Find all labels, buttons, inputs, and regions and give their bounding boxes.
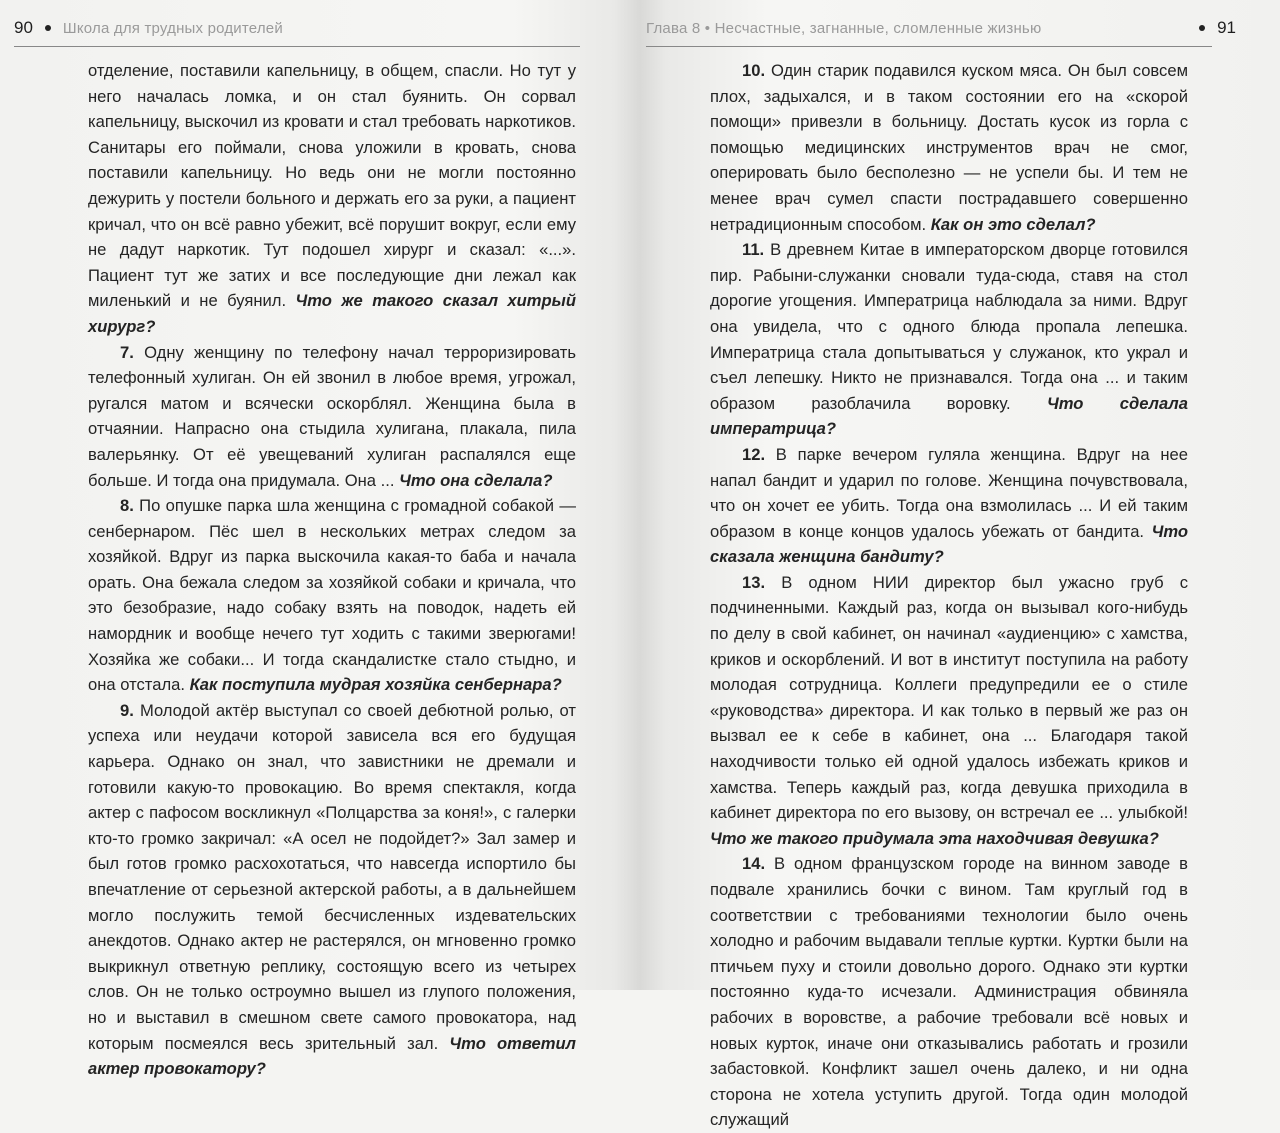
left-running-head: Школа для трудных родителей [62, 19, 283, 37]
paragraph-text: В одном французском городе на винном заводе в подвале хранились бочки с вином. Там круглый год в соответствии с требованиями технологии было очень холодно и рабочим выдавали теплые куртки. Куртки были на птичьем пуху и стоили довольно дорого. Однако эти куртки постоянно куда-то исчезали. Администрация обвиняла рабочих в воровстве, а рабочие требовали всё новых и новых курток, иначе они отказывались работать и грозили забастовкой. Конфликт зашел очень далеко, и ни одна сторона не хотела уступить другой. Тогда один молодой служащий [710, 854, 1188, 1130]
bullet-icon [45, 25, 51, 31]
right-page [640, 0, 1280, 1130]
paragraph-number: 11. [742, 240, 765, 260]
paragraph-continued [88, 58, 576, 340]
paragraph-number: 9. [120, 700, 134, 720]
paragraph-text: В древнем Китае в императорском дворце готовился пир. Рабыни-служанки сновали туда-сюда, ставя на стол дорогие угощения. Императрица наблюдала за ними. Вдруг она увидела, что с одного блюда пропала лепешка. Императрица стала допытываться у служанок, кто украл и съел лепешку. Никто не признавался. Тогда она ... и таким образом разоблачила воровку. [710, 240, 1188, 413]
paragraph-text: В одном НИИ директор был ужасно груб с подчиненными. Каждый раз, когда он вызывал кого-нибудь по делу в свой кабинет, он начинал «аудиенцию» с хамства, криков и оскорблений. И вот в институт поступила на работу молодая сотрудница. Коллеги предупредили ее о стиле «руководства» директора. И как только в первый же раз он вызвал ее к себе в кабинет, она ... Благодаря такой находчивости только ей одной удалось избежать криков и хамства. Теперь каждый раз, когда девушка приходила в кабинет директора по его вызову, он встречал ее ... улыбкой! [710, 572, 1188, 823]
paragraph-text: Один старик подавился куском мяса. Он был совсем плох, задыхался, и в таком состоянии его на «скорой помощи» привезли в больницу. Достать кусок из горла с помощью медицинских инструментов врач не смог, оперировать было бесполезно — не успели бы. И тем не менее врач сумел спасти пострадавшего совершенно нетрадиционным способом. [710, 61, 1188, 234]
paragraph-text: Одну женщину по телефону начал терроризировать телефонный хулиган. Он ей звонил в любое время, угрожал, ругался матом и всячески оскорблял. Женщина была в отчаянии. Напрасно она стыдила хулигана, плакала, пила валерьянку. От её увещеваний хулиган распалялся еще больше. И тогда она придумала. Она ... [88, 342, 576, 490]
paragraph-8 [88, 493, 576, 698]
bullet-icon [1199, 25, 1205, 31]
paragraph-question: Что сделала императрица? [710, 393, 1188, 439]
paragraph-9 [88, 698, 576, 1082]
paragraph-question: Что сказала женщина бандиту? [710, 521, 1188, 567]
paragraph-12 [710, 442, 1188, 570]
left-page-body [88, 58, 576, 1082]
left-header-rule [14, 46, 580, 47]
paragraph-number: 12. [742, 444, 766, 464]
right-page-body [710, 58, 1188, 1133]
paragraph-number: 8. [120, 496, 134, 516]
right-running-head: Глава 8 • Несчастные, загнанные, сломленные жизнью [646, 19, 1042, 37]
left-page-header [14, 8, 594, 48]
paragraph-number: 7. [120, 342, 134, 362]
paragraph-question: Что ответил актер провокатору? [88, 1033, 576, 1079]
right-page-header [646, 8, 1236, 48]
paragraph-7 [88, 340, 576, 494]
right-page-number: 91 [1217, 18, 1236, 37]
paragraph-text: Молодой актёр выступал со своей дебютной ролью, от успеха или неудачи которой зависела вся его будущая карьера. Однако он знал, что завистники не дремали и готовили какую-то провокацию. Во время спектакля, когда актер с пафосом воскликнул «Полцарства за коня!», с галерки кто-то громко закричал: «А осел не подойдет?» Зал замер и был готов громко расхохотаться, что навсегда испортило бы впечатление от серьезной актерской работы, а в дальнейшем могло послужить темой бесчисленных издевательских анекдотов. Однако актер не растерялся, он мгновенно громко выкрикнул ответную реплику, состоящую всего из четырех слов. Он не только остроумно вышел из глупого положения, но и выставил в смешном свете самого провокатора, над которым посмеялся весь зрительный зал. [88, 700, 576, 1053]
paragraph-11 [710, 237, 1188, 442]
left-page [0, 0, 640, 1079]
paragraph-14 [710, 851, 1188, 1133]
paragraph-text: В парке вечером гуляла женщина. Вдруг на нее напал бандит и ударил по голове. Женщина почувствовала, что он хочет ее убить. Тогда она взмолилась ... И ей таким образом в конце концов удалось убежать от бандита. [710, 444, 1188, 541]
paragraph-question: Как он это сделал? [930, 214, 1096, 234]
paragraph-question: Как поступила мудрая хозяйка сенбернара? [189, 675, 562, 695]
paragraph-number: 14. [742, 854, 766, 874]
paragraph-question: Что она сделала? [399, 470, 553, 490]
paragraph-number: 13. [742, 572, 766, 592]
paragraph-10 [710, 58, 1188, 237]
left-page-number: 90 [14, 18, 33, 37]
right-header-rule [646, 46, 1212, 47]
paragraph-13 [710, 570, 1188, 852]
paragraph-text: отделение, поставили капельницу, в общем, спасли. Но тут у него началась ломка, и он стал буянить. Он сорвал капельницу, выскочил из кровати и стал требовать наркотиков. Санитары его поймали, снова уложили в кровать, снова поставили капельницу. Но ведь они не могли постоянно дежурить у постели больного и держать его за руки, а пациент кричал, что он всё равно убежит, всё порушит вокруг, если ему не дадут наркотик. Тут подошел хирург и сказал: «...». Пациент тут же затих и все последующие дни лежал как миленький и не буянил. [88, 61, 576, 311]
paragraph-question: Что же такого сказал хитрый хирург? [88, 291, 576, 336]
paragraph-text: По опушке парка шла женщина с громадной собакой — сенбернаром. Пёс шел в нескольких метрах следом за хозяйкой. Вдруг из парка выскочила какая-то баба и начала орать. Она бежала следом за хозяйкой собаки и кричала, что это безобразие, надо собаку взять на поводок, надеть ей намордник и вообще нечего тут ходить с такими зверюгами! Хозяйка же собаки... И тогда скандалистке стало стыдно, и она отстала. [88, 496, 576, 695]
paragraph-number: 10. [742, 61, 766, 80]
paragraph-question: Что же такого придумала эта находчивая девушка? [710, 828, 1159, 848]
